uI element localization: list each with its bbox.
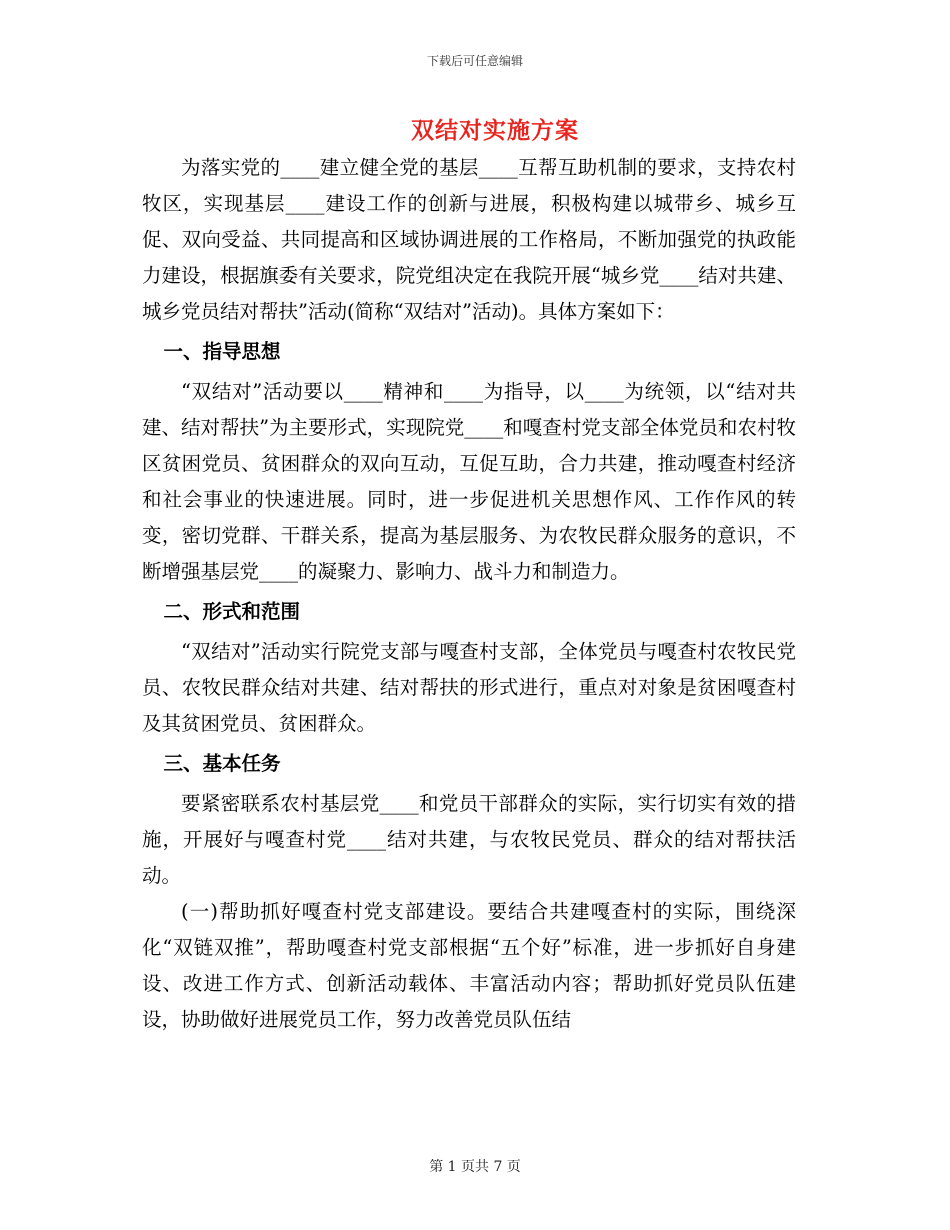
section-heading-form-and-scope: 二、形式和范围 [163,600,300,623]
section-heading-basic-tasks: 三、基本任务 [163,752,281,775]
intro-paragraph: 为落实党的____建立健全党的基层____互帮互助机制的要求，支持农村牧区，实现基层____建设工作的创新与进展，积极构建以城带乡、城乡互促、双向受益、共同提高和区域协调进展的工作格局，不断加强党的执政能力建设，根据旗委有关要求，院党组决定在我院开展“城乡党____结对共建、城乡党员结对帮扶”活动(简称“双结对”活动)。具体方案如下： [142,156,796,323]
section-heading-guiding-ideology: 一、指导思想 [163,340,281,363]
section-paragraph-form-and-scope: “双结对”活动实行院党支部与嘎查村支部，全体党员与嘎查村农牧民党员、农牧民群众结对共建、结对帮扶的形式进行，重点对对象是贫困嘎查村及其贫困党员、贫困群众。 [142,640,796,735]
section-paragraph-basic-tasks: 要紧密联系农村基层党____和党员干部群众的实际，实行切实有效的措施，开展好与嘎查村党____结对共建，与农牧民党员、群众的结对帮扶活动。 [142,792,796,887]
task-item-1: (一)帮助抓好嘎查村党支部建设。要结合共建嘎查村的实际，围绕深化“双链双推”，帮助嘎查村党支部根据“五个好”标准，进一步抓好自身建设、改进工作方式、创新活动载体、丰富活动内容；帮助抓好党员队伍建设，协助做好进展党员工作，努力改善党员队伍结 [142,900,796,1031]
document-body [142,150,796,1038]
section-paragraph-guiding-ideology: “双结对”活动要以____精神和____为指导，以____为统领，以“结对共建、结对帮扶”为主要形式，实现院党____和嘎查村党支部全体党员和农村牧区贫困党员、贫困群众的双向互动，互促互助，合力共建，推动嘎查村经济和社会事业的快速进展。同时，进一步促进机关思想作风、工作作风的转变，密切党群、干群关系，提高为基层服务、为农牧民群众服务的意识，不断增强基层党____的凝聚力、影响力、战斗力和制造力。 [142,380,796,583]
page-number: 第 1 页共 7 页 [429,1159,521,1175]
header-note: 下载后可任意编辑 [426,54,523,68]
document-title: 双结对实施方案 [411,117,579,144]
